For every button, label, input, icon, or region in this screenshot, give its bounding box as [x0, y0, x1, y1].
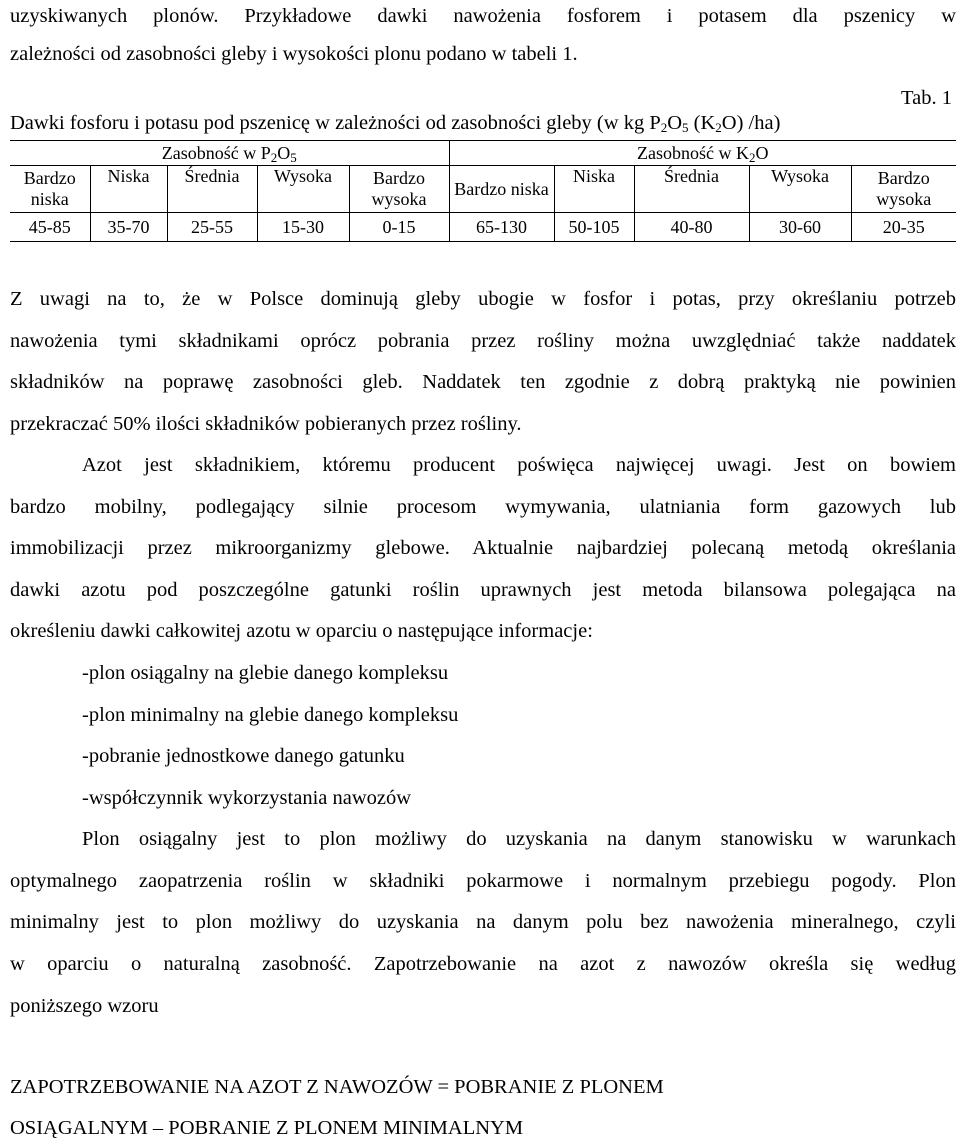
list-item: -plon minimalny na glebie danego kompleksu — [82, 704, 459, 726]
paragraph-line: Azot jest składnikiem, któremu producent poświęca najwięcej uwagi. Jest on bowiem — [82, 454, 956, 476]
text-line: uzyskiwanych plonów. Przykładowe dawki nawożenia fosforem i potasem dla pszenicy w — [10, 5, 956, 27]
formula-line: OSIĄGALNYM – POBRANIE Z PLONEM MINIMALNYM — [10, 1117, 524, 1139]
column-header: Bardzo wysoka — [349, 166, 449, 213]
group-header-phosphorus: Zasobność w $P_2O_5$ — [10, 141, 449, 166]
column-header: Bardzo niska — [10, 166, 90, 213]
column-header: Bardzo niska — [449, 166, 554, 213]
table-cell: 45-85 — [10, 213, 90, 242]
table-cell: 25-55 — [167, 213, 257, 242]
table-cell: 30-60 — [749, 213, 851, 242]
paragraph-line: optymalnego zaopatrzenia roślin w składniki pokarmowe i normalnym przebiegu pogody. Plon — [10, 870, 956, 892]
formula-line: ZAPOTRZEBOWANIE NA AZOT Z NAWOZÓW = POBRANIE Z PLONEM — [10, 1076, 664, 1098]
list-item: -pobranie jednostkowe danego gatunku — [82, 745, 405, 767]
paragraph-line: w oparciu o naturalną zasobność. Zapotrzebowanie na azot z nawozów określa się według — [10, 953, 956, 975]
paragraph-line: Z uwagi na to, że w Polsce dominują gleby ubogie w fosfor i potas, przy określaniu potrzeb — [10, 288, 956, 310]
column-header: Niska — [554, 166, 634, 213]
paragraph-line: dawki azotu pod poszczególne gatunki roślin uprawnych jest metoda bilansowa polegająca na — [10, 579, 956, 601]
table-cell: 15-30 — [257, 213, 349, 242]
table-cell: 0-15 — [349, 213, 449, 242]
column-header: Średnia — [634, 166, 749, 213]
table-cell: 65-130 — [449, 213, 554, 242]
table-cell: 40-80 — [634, 213, 749, 242]
table-cell: 35-70 — [90, 213, 167, 242]
column-header: Niska — [90, 166, 167, 213]
column-header: Wysoka — [749, 166, 851, 213]
table-cell: 20-35 — [851, 213, 956, 242]
paragraph-line: nawożenia tymi składnikami oprócz pobrania przez rośliny można uwzględniać także naddatek — [10, 330, 956, 352]
group-header-potassium: Zasobność w $K_2O$ — [449, 141, 956, 166]
table-caption: Dawki fosforu i potasu pod pszenicę w zależności od zasobności gleby (w kg $P_2O_5$ $(K_2O)$ /ha) — [10, 112, 781, 135]
list-item: -plon osiągalny na glebie danego kompleksu — [82, 662, 449, 684]
paragraph-line: przekraczać 50% ilości składników pobieranych przez rośliny. — [10, 413, 522, 435]
table-cell: 50-105 — [554, 213, 634, 242]
paragraph-line: immobilizacji przez mikroorganizmy glebowe. Aktualnie najbardziej polecaną metodą określania — [10, 537, 956, 559]
text-line: zależności od zasobności gleby i wysokości plonu podano w tabeli 1. — [10, 43, 578, 65]
column-header: Wysoka — [257, 166, 349, 213]
paragraph-line: określeniu dawki całkowitej azotu w oparciu o następujące informacje: — [10, 620, 593, 642]
paragraph-line: minimalny jest to plon możliwy do uzyskania na danym polu bez nawożenia mineralnego, czyli — [10, 911, 956, 933]
column-header: Średnia — [167, 166, 257, 213]
table-number: Tab. 1 — [901, 87, 952, 109]
column-header: Bardzo wysoka — [851, 166, 956, 213]
paragraph-line: Plon osiągalny jest to plon możliwy do uzyskania na danym stanowisku w warunkach — [82, 828, 956, 850]
paragraph-line: składników na poprawę zasobności gleb. Naddatek ten zgodnie z dobrą praktyką nie powinien — [10, 371, 956, 393]
list-item: -współczynnik wykorzystania nawozów — [82, 787, 412, 809]
paragraph-line: bardzo mobilny, podlegający silnie procesom wymywania, ulatniania form gazowych lub — [10, 496, 956, 518]
fertilizer-dose-table — [10, 140, 956, 242]
paragraph-line: poniższego wzoru — [10, 995, 159, 1017]
